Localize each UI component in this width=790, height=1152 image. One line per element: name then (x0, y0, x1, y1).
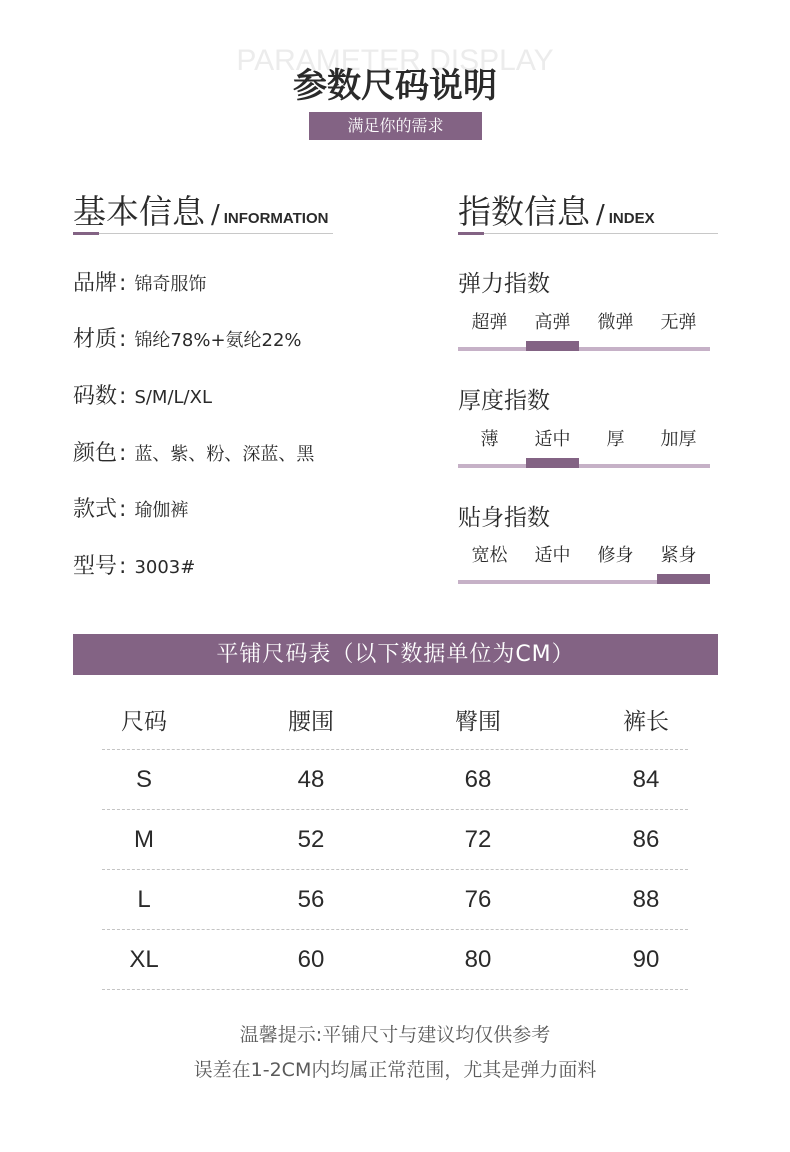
elasticity-option: 无弹 (660, 312, 697, 333)
index-info-heading (458, 186, 655, 236)
table-cell: 86 (632, 825, 660, 853)
info-row-sizes (73, 379, 212, 411)
thickness-option: 薄 (480, 429, 499, 450)
elasticity-index-title: 弹力指数 (458, 271, 550, 297)
info-row-model (73, 549, 195, 581)
table-cell: 90 (632, 945, 660, 973)
watermark-text: PARAMETER DISPLAY (236, 44, 554, 77)
info-colon: : (119, 441, 127, 466)
info-value: 蓝、紫、粉、深蓝、黑 (134, 444, 315, 465)
note-line-2: 误差在1-2CM内均属正常范围，尤其是弹力面料 (193, 1059, 597, 1081)
index-info-title: 指数信息 (458, 192, 590, 231)
info-row-style (73, 492, 188, 524)
info-value: S/M/L/XL (134, 387, 212, 408)
info-colon: : (119, 271, 127, 296)
table-cell: S (135, 765, 152, 793)
thickness-index-title: 厚度指数 (458, 388, 550, 414)
table-header-cell: 臀围 (455, 709, 501, 735)
thickness-option: 厚 (606, 429, 625, 450)
table-cell: 88 (632, 885, 660, 913)
table-header-cell: 尺码 (121, 709, 167, 735)
size-table-banner: 平铺尺码表（以下数据单位为CM） (73, 634, 718, 675)
page-title: 参数尺码说明 (293, 66, 497, 106)
table-header-cell: 裤长 (623, 709, 669, 735)
elasticity-options (458, 308, 710, 334)
info-key: 颜色 (73, 441, 118, 466)
table-row (102, 870, 688, 930)
info-value: 瑜伽裤 (134, 500, 189, 521)
table-row (102, 750, 688, 810)
fit-option: 紧身 (660, 545, 697, 566)
thickness-options (458, 425, 710, 451)
fit-track (458, 580, 710, 584)
basic-info-title: 基本信息 (73, 192, 205, 231)
info-key: 品牌 (73, 271, 118, 296)
info-value: 锦奇服饰 (134, 274, 207, 295)
fit-index-title: 贴身指数 (458, 505, 550, 531)
basic-info-slash: / (211, 200, 220, 230)
info-key: 型号 (73, 554, 118, 579)
table-row (102, 810, 688, 870)
thickness-option: 加厚 (660, 429, 697, 450)
table-cell: 52 (297, 825, 325, 853)
index-info-en: INDEX (608, 210, 655, 227)
fit-marker (657, 574, 710, 584)
index-info-slash: / (596, 200, 605, 230)
info-colon: : (119, 327, 127, 352)
thickness-marker (526, 458, 579, 468)
table-cell: 72 (464, 825, 492, 853)
fit-option: 宽松 (471, 545, 508, 566)
basic-info-en: INFORMATION (223, 210, 329, 227)
note-line-1: 温馨提示:平铺尺寸与建议均仅供参考 (239, 1024, 551, 1046)
index-info-divider (458, 233, 718, 234)
table-cell: 84 (632, 765, 660, 793)
fit-option: 修身 (597, 545, 634, 566)
info-value: 3003# (134, 557, 196, 578)
table-header-cell: 腰围 (288, 709, 334, 735)
info-key: 码数 (73, 384, 118, 409)
thickness-option: 适中 (534, 429, 571, 450)
fit-option: 适中 (534, 545, 571, 566)
info-key: 款式 (73, 497, 118, 522)
elasticity-track (458, 347, 710, 351)
basic-info-heading (73, 186, 328, 236)
table-cell: M (134, 825, 154, 853)
elasticity-option: 高弹 (534, 312, 571, 333)
elasticity-option: 微弹 (597, 312, 634, 333)
info-row-brand (73, 266, 206, 298)
index-info-accent (458, 232, 484, 235)
table-cell: 60 (297, 945, 325, 973)
table-cell: 68 (464, 765, 492, 793)
table-cell: XL (129, 945, 159, 973)
table-cell: 76 (464, 885, 492, 913)
info-colon: : (119, 554, 127, 579)
table-row (102, 930, 688, 990)
basic-info-accent (73, 232, 99, 235)
table-cell: 48 (297, 765, 325, 793)
basic-info-divider (73, 233, 333, 234)
elasticity-marker (526, 341, 579, 351)
table-header-row (102, 690, 688, 750)
table-cell: 80 (464, 945, 492, 973)
info-row-colors (73, 436, 314, 468)
size-table (102, 690, 688, 990)
subtitle-badge: 满足你的需求 (309, 112, 482, 140)
elasticity-option: 超弹 (471, 312, 508, 333)
info-row-material (73, 322, 302, 354)
info-colon: : (119, 497, 127, 522)
fit-options (458, 541, 710, 567)
info-key: 材质 (73, 327, 118, 352)
info-colon: : (119, 384, 127, 409)
table-cell: L (137, 885, 151, 913)
table-cell: 56 (297, 885, 325, 913)
info-value: 锦纶78%+氨纶22% (134, 330, 302, 351)
thickness-track (458, 464, 710, 468)
